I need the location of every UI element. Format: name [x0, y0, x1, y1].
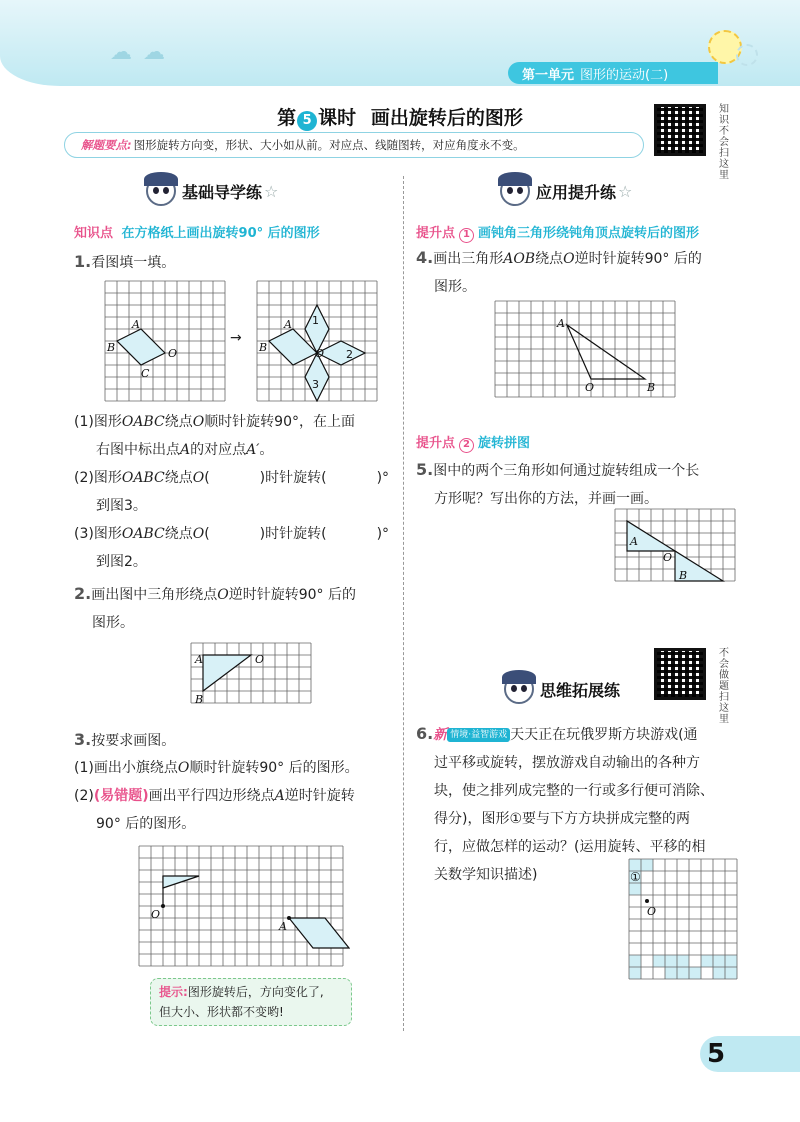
question-number: 6.	[416, 724, 434, 743]
filled-cell	[677, 955, 689, 967]
improve-number: 1	[459, 228, 474, 243]
text: 块，使之排列成完整的一行或多行便可消除、	[434, 783, 714, 799]
text: 按要求画图。	[91, 733, 176, 749]
qr-label-char: 这	[719, 703, 729, 714]
text: O	[177, 760, 190, 776]
filled-cell	[665, 955, 677, 967]
label-a: A	[279, 920, 287, 933]
section-underline	[536, 204, 646, 210]
qr-label-char: 做	[719, 670, 729, 681]
point-o	[645, 899, 649, 903]
text: OABC	[121, 526, 165, 542]
text: O	[192, 414, 205, 430]
q2-grid	[190, 642, 312, 704]
label-o: O	[151, 908, 161, 921]
keypoint-tag: 解题要点:	[81, 138, 132, 152]
text: O	[192, 526, 205, 542]
parallelogram	[289, 918, 349, 948]
text: 画出平行四边形绕点	[148, 788, 275, 804]
text: (1)画出小旗绕点	[74, 760, 178, 776]
text: 。	[259, 442, 274, 458]
question-1-sub-3	[74, 520, 394, 576]
label-o: O	[255, 653, 265, 666]
text: 90° 后的图形。	[96, 816, 196, 832]
label-o: O	[315, 347, 325, 360]
qr-label-char: 不	[719, 648, 729, 659]
question-5	[416, 456, 756, 513]
filled-cell	[689, 967, 701, 979]
question-number: 4.	[416, 248, 434, 267]
section-extension	[504, 674, 620, 704]
text: OABC	[121, 470, 165, 486]
filled-cell	[629, 967, 641, 979]
qr-label-char: 题	[719, 681, 729, 692]
lesson-prefix: 第	[277, 107, 297, 129]
text: 逆时针旋转90° 后的	[574, 251, 702, 267]
improve-point-2	[416, 432, 530, 453]
grid-svg	[256, 280, 378, 402]
flower-icon	[736, 44, 758, 66]
qr-label-char: 里	[719, 170, 729, 181]
shape-3	[305, 353, 329, 401]
section-applied	[500, 176, 632, 206]
text: 关数学知识描述)	[434, 867, 538, 883]
mascot-icon	[146, 176, 176, 206]
lesson-suffix: 课时	[318, 107, 357, 129]
unit-title: 图形的运动(二)	[580, 67, 669, 83]
qr-label-char: 这	[719, 159, 729, 170]
question-text: 看图填一填。	[91, 255, 176, 271]
point-o	[161, 904, 165, 908]
text: 逆时针旋转	[284, 788, 355, 804]
qr-label-char: 扫	[719, 692, 729, 703]
keypoint-text: 图形旋转方向变，形状、大小如从前。对应点、线随图转，对应角度永不变。	[133, 138, 525, 152]
text: )时针旋转(	[259, 470, 327, 486]
label-o: O	[585, 381, 595, 394]
question-1-sub-1	[74, 408, 394, 464]
unit-banner	[508, 62, 718, 84]
text: A	[180, 442, 191, 458]
improve-text: 旋转拼图	[478, 436, 531, 451]
label-o: O	[663, 551, 673, 564]
text: 天天正在玩俄罗斯方块游戏(通	[510, 727, 698, 743]
qr-label-char: 会	[719, 137, 729, 148]
qr-label-help	[718, 648, 730, 725]
label-2: 2	[346, 348, 353, 361]
label-o: O	[168, 347, 178, 360]
text: 逆时针旋转90° 后的	[228, 587, 356, 603]
improve-tag: 提升点	[416, 226, 456, 241]
text: A	[274, 788, 285, 804]
section-basic-title: 基础导学练	[182, 182, 263, 202]
label-b: B	[647, 381, 656, 394]
text: 得分)，图形①要与下方方块拼成完整的两	[434, 811, 691, 827]
text: 绕点	[164, 470, 193, 486]
hint-tag: 提示:	[159, 985, 188, 999]
label-a: A	[132, 318, 140, 331]
filled-cell	[629, 955, 641, 967]
text: 顺时针旋转90°，在上面	[204, 414, 356, 430]
label-b: B	[259, 341, 268, 354]
lesson-name: 画出旋转后的图形	[370, 107, 523, 129]
label-b: B	[195, 693, 204, 704]
improve-number: 2	[459, 438, 474, 453]
hint-line: 图形旋转后，方向变化了,	[187, 985, 324, 999]
question-3-sub-2: (2)(易错题)画出平行四边形绕点A逆时针旋转 90° 后的图形。	[74, 788, 355, 832]
text: O	[563, 251, 575, 267]
filled-cell	[725, 955, 737, 967]
mascot-icon	[504, 674, 534, 704]
text: 绕点	[164, 414, 193, 430]
label-a: A	[630, 535, 638, 548]
grid-svg	[104, 280, 226, 402]
hint-line: 但大小、形状都不变哟!	[159, 1005, 284, 1019]
qr-label-char: 知	[719, 104, 729, 115]
text: 绕点	[535, 251, 564, 267]
label-a: A	[195, 653, 203, 666]
hint-box	[150, 978, 352, 1026]
text: 画出图中三角形绕点	[91, 587, 218, 603]
column-divider	[403, 176, 404, 1031]
new-tag: 新	[433, 727, 448, 743]
q6-tetris-grid	[628, 858, 738, 980]
filled-cell	[629, 883, 641, 895]
filled-cell	[713, 967, 725, 979]
text: 方形呢？写出你的方法，并画一画。	[434, 491, 658, 507]
text: (	[204, 526, 210, 542]
q4-grid	[494, 300, 676, 402]
improve-point-1	[416, 222, 699, 243]
text: 过平移或旋转，摆放游戏自动输出的各种方	[434, 755, 700, 771]
section-extension-title: 思维拓展练	[540, 680, 621, 700]
text: 顺时针旋转90° 后的图形。	[189, 760, 359, 776]
text: 的对应点	[190, 442, 247, 458]
section-underline	[182, 204, 292, 210]
mascot-icon	[500, 176, 530, 206]
filled-cell	[701, 955, 713, 967]
filled-cell	[725, 967, 737, 979]
qr-label-char: 扫	[719, 148, 729, 159]
text: 画出三角形	[433, 251, 504, 267]
arrow-icon: →	[230, 330, 242, 346]
text: )°	[376, 470, 390, 486]
text: 图中的两个三角形如何通过旋转组成一个长	[433, 463, 700, 479]
text: O	[217, 587, 229, 603]
question-number: 2.	[74, 584, 92, 603]
filled-cell	[677, 967, 689, 979]
filled-cell	[641, 859, 653, 871]
label-circle-1: ①	[630, 870, 641, 884]
star-icon: ☆	[264, 181, 279, 201]
grid-svg	[190, 642, 312, 704]
q3-grid	[138, 845, 350, 967]
grid-svg	[494, 300, 676, 402]
text: AOB	[503, 251, 536, 267]
qr-label-char: 会	[719, 659, 729, 670]
filled-cell	[713, 955, 725, 967]
label-3: 3	[312, 378, 319, 391]
label-b: B	[679, 569, 688, 582]
knowledge-text: 在方格纸上画出旋转90° 后的图形	[121, 226, 320, 241]
text: 到图2。	[96, 554, 147, 570]
question-3-sub-1	[74, 754, 394, 782]
question-number: 5.	[416, 460, 434, 479]
section-underline	[540, 702, 650, 708]
question-number: 1.	[74, 252, 92, 271]
section-applied-title: 应用提升练	[536, 182, 617, 202]
question-2	[74, 580, 394, 637]
shape-oabc	[117, 329, 165, 365]
question-3	[74, 726, 175, 755]
label-b: B	[107, 341, 116, 354]
q1-grid-left	[104, 280, 226, 402]
text: (3)图形	[74, 526, 122, 542]
text: 到图3。	[96, 498, 147, 514]
shape-2	[317, 341, 365, 365]
scene-tag: 情境·益智游戏	[447, 728, 510, 742]
improve-tag: 提升点	[416, 436, 456, 451]
unit-label: 第一单元	[522, 67, 575, 83]
label-c: C	[141, 367, 150, 380]
filled-cell	[653, 955, 665, 967]
cloud-decoration-icon: ☁ ☁	[110, 40, 167, 65]
qr-label-knowledge	[718, 104, 730, 181]
label-1: 1	[312, 314, 319, 327]
grid-svg	[614, 508, 736, 590]
grid-svg	[138, 845, 350, 967]
improve-text: 画钝角三角形绕钝角顶点旋转后的图形	[478, 226, 700, 241]
question-4	[416, 244, 746, 301]
lesson-number: 5	[297, 111, 317, 131]
text: (	[204, 470, 210, 486]
text: (2)图形	[74, 470, 122, 486]
text: )时针旋转(	[259, 526, 327, 542]
label-a: A	[284, 318, 292, 331]
text: OABC	[121, 414, 165, 430]
keypoint-bar	[64, 132, 644, 158]
section-basic	[146, 176, 278, 206]
knowledge-tag: 知识点	[74, 226, 114, 241]
text: O	[192, 470, 205, 486]
error-prone-tag: (易错题)	[93, 788, 149, 804]
qr-code-icon[interactable]	[654, 104, 706, 156]
star-icon: ☆	[618, 181, 633, 201]
qr-label-char: 里	[719, 714, 729, 725]
question-number: 3.	[74, 730, 92, 749]
filled-cell	[665, 967, 677, 979]
q1-grid-right	[256, 280, 378, 402]
label-a: A	[557, 317, 565, 330]
text: 图形。	[92, 615, 134, 631]
qr-label-char: 识	[719, 115, 729, 126]
label-o: O	[647, 905, 657, 918]
page-number: 5	[707, 1039, 726, 1069]
q5-grid	[614, 508, 736, 590]
question-1-sub-2	[74, 464, 394, 520]
text: (1)图形	[74, 414, 122, 430]
qr-label-char: 不	[719, 126, 729, 137]
text: 行，应做怎样的运动？(运用旋转、平移的相	[434, 839, 706, 855]
text: A′	[246, 442, 260, 458]
text: )°	[376, 526, 390, 542]
point-a	[287, 916, 291, 920]
text: 右图中标出点	[96, 442, 180, 458]
question-1	[74, 248, 175, 277]
knowledge-point	[74, 222, 320, 241]
qr-code-icon[interactable]	[654, 648, 706, 700]
text: 绕点	[164, 526, 193, 542]
grid-svg	[628, 858, 738, 980]
text: 图形。	[434, 279, 476, 295]
